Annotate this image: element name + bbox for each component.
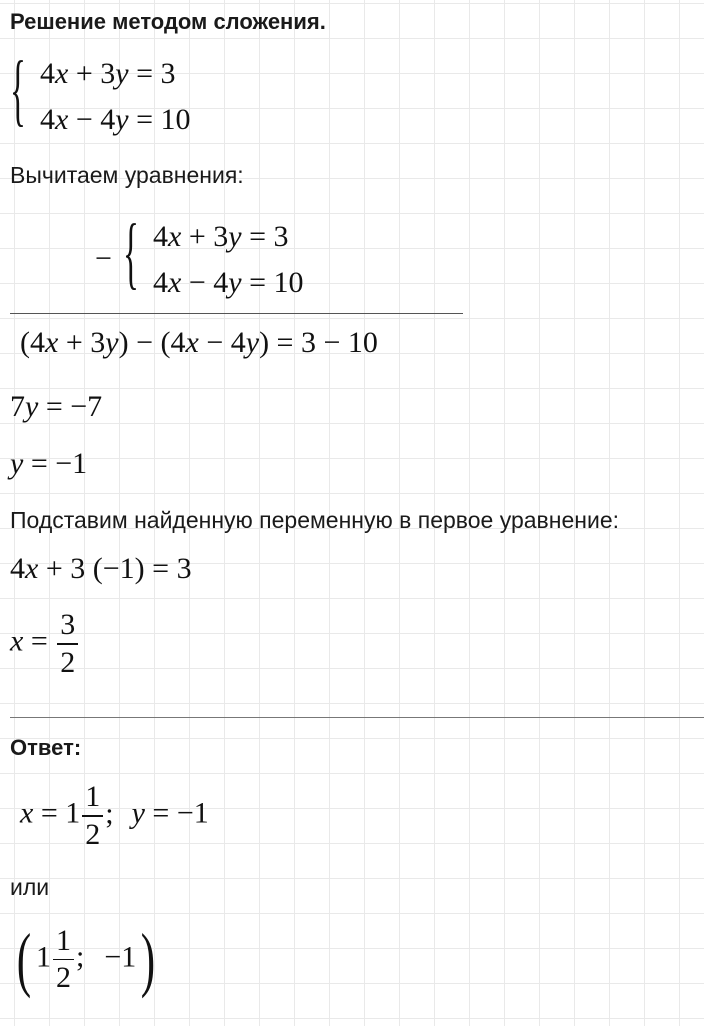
right-paren-icon: ) [141, 919, 156, 999]
fraction-numerator: 1 [85, 780, 101, 813]
answer-y: y = −1 [131, 796, 209, 830]
system1-eq2: 4x − 4y = 10 [40, 103, 191, 136]
subtract-label: Вычитаем уравнения: [10, 162, 244, 188]
answer-separator: ; [105, 796, 114, 830]
answer-pair [12, 918, 160, 1001]
x-lhs: x = [10, 624, 48, 658]
left-paren-icon: ( [16, 919, 32, 999]
system2-eq2: 4x − 4y = 10 [153, 266, 304, 299]
left-brace-icon: { [123, 207, 139, 297]
solution-title: Решение методом сложения. [10, 9, 326, 34]
answer-equation [20, 782, 209, 850]
fraction-denominator: 2 [60, 645, 76, 679]
fraction-denominator: 2 [55, 961, 71, 995]
difference-equation: (4x + 3y) − (4x − 4y) = 3 − 10 [20, 326, 378, 359]
system2-eq1: 4x + 3y = 3 [153, 220, 289, 253]
fraction-3-2 [57, 610, 78, 678]
substituted-equation: 4x + 3 (−1) = 3 [10, 552, 192, 585]
system1-eq1: 4x + 3y = 3 [40, 57, 176, 90]
x-fraction-equation [10, 610, 80, 678]
fraction-denominator: 2 [85, 817, 101, 851]
fraction-numerator: 3 [60, 608, 76, 641]
step-7y: 7y = −7 [10, 390, 103, 423]
subtraction-divider [10, 313, 463, 314]
minus-sign: − [95, 242, 112, 275]
fraction-1-2 [82, 782, 103, 850]
left-brace-icon: { [10, 44, 26, 134]
step-y: y = −1 [10, 447, 88, 480]
pair-separator: ; [75, 940, 85, 974]
answer-label: Ответ: [10, 735, 82, 760]
fraction-1-2 [53, 923, 74, 995]
substitute-label: Подставим найденную переменную в первое уравнение: [10, 507, 619, 533]
or-label: или [10, 874, 50, 900]
answer-divider [10, 717, 704, 718]
fraction-numerator: 1 [55, 923, 71, 957]
answer-x-lhs: x = 1 [20, 796, 81, 830]
pair-whole: 1 [35, 940, 51, 974]
pair-y: −1 [104, 940, 137, 974]
